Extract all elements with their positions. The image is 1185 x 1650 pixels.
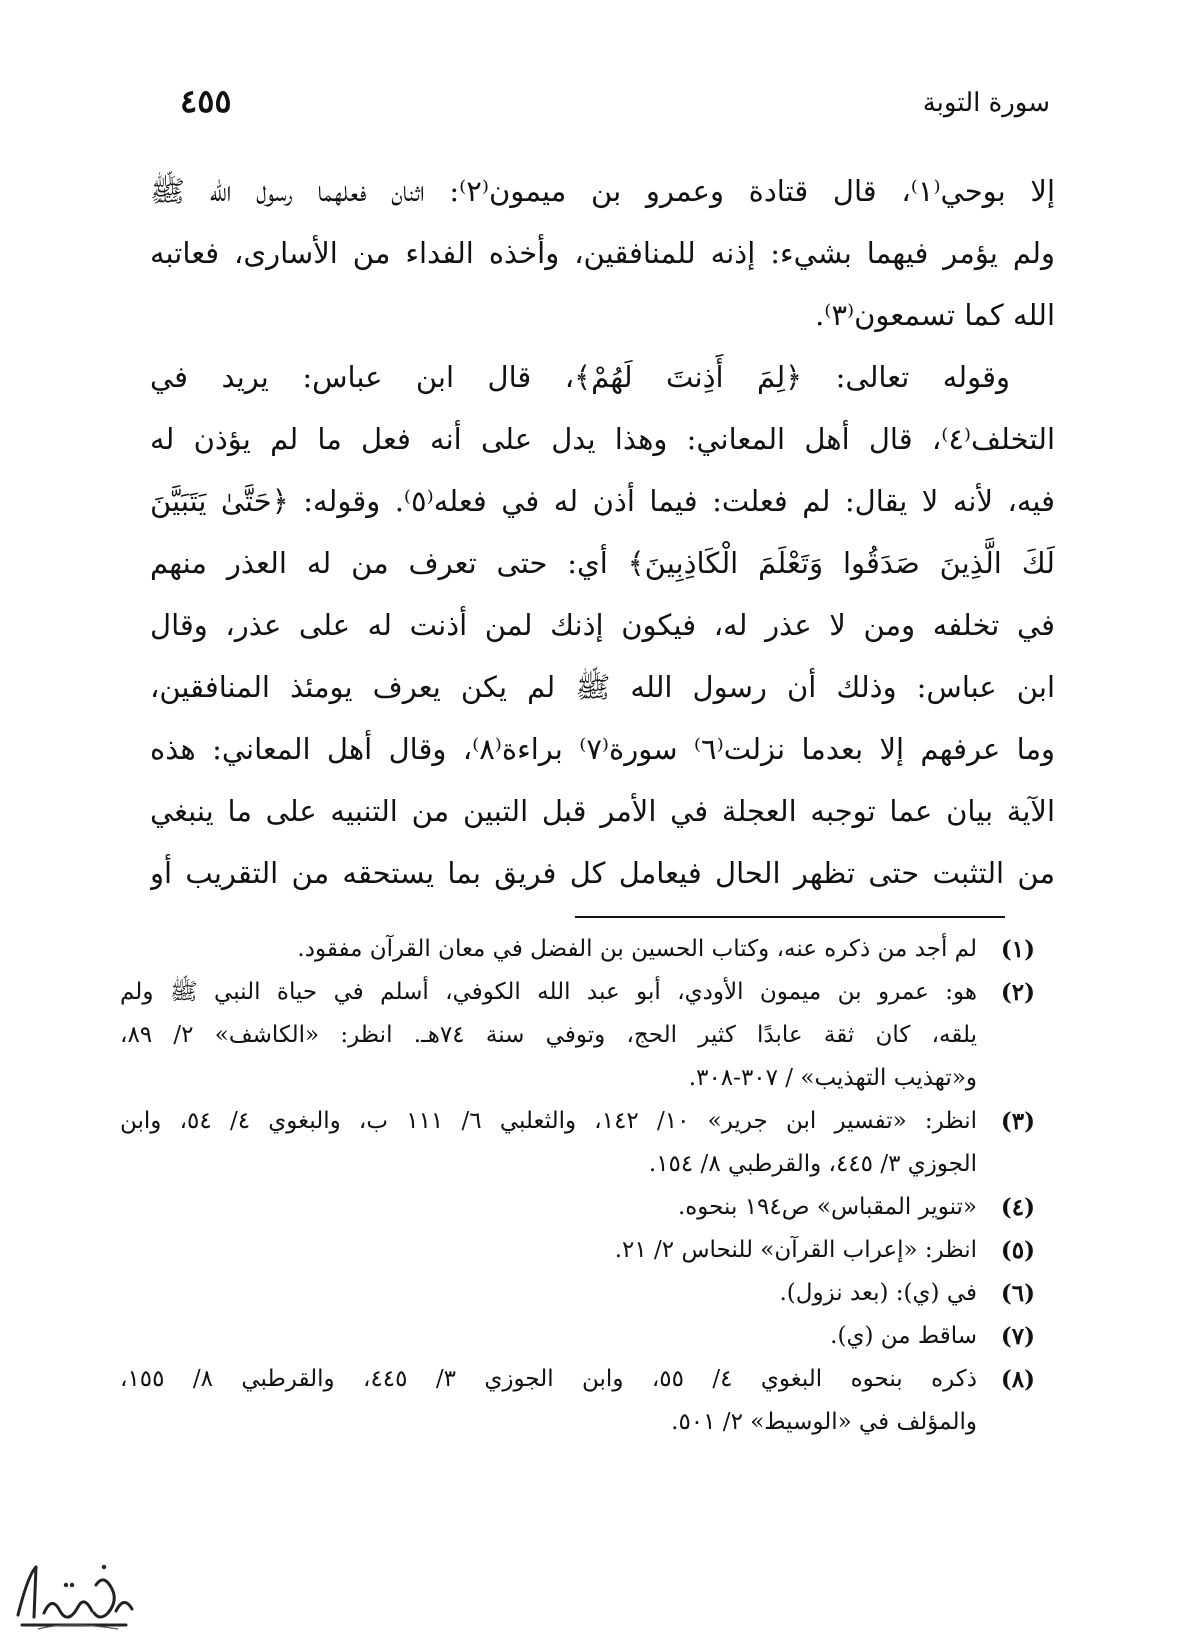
footnote-text [120, 971, 977, 1100]
footnote-divider [575, 916, 1005, 918]
main-text-line: ولم يؤمر فيهما بشيء: إذنه للمنافقين، وأخذه الفداء من الأسارى، فعاتبه [150, 236, 1055, 270]
main-text-line: لَكَ الَّذِينَ صَدَقُوا وَتَعْلَمَ الْكَاذِبِينَ﴾ أي: حتى تعرف من له العذر منهم [150, 546, 1055, 580]
main-text-line: وقوله تعالى: ﴿لِمَ أَذِنتَ لَهُمْ﴾، قال ابن عباس: يريد في [150, 360, 1010, 394]
main-text-line: من التثبت حتى تظهر الحال فيعامل كل فريق بما يستحقه من التقريب أو [150, 856, 1055, 890]
footnote-item [120, 1100, 1035, 1186]
page-number: ٤٥٥ [180, 82, 232, 120]
footnote-line: الجوزي ٣/ ٤٤٥، والقرطبي ٨/ ١٥٤. [648, 1151, 977, 1177]
main-text-line: الآية بيان عما توجبه العجلة في الأمر قبل التبين من التنبيه على ما ينبغي [150, 794, 1055, 828]
footnote-line: انظر: «تفسير ابن جرير» ١٠/ ١٤٢، والثعلبي ٦/ ١١١ ب، والبغوي ٤/ ٥٤، وابن [120, 1108, 977, 1134]
footnote-number: (٢) [1000, 979, 1035, 1006]
footnote-line: هو: عمرو بن ميمون الأودي، أبو عبد الله الكوفي، أسلم في حياة النبي ﷺ ولم [120, 979, 977, 1005]
footnotes [120, 928, 1035, 1444]
main-text-line: وما عرفهم إلا بعدما نزلت⁽٦⁾ سورة⁽٧⁾ براءة⁽٨⁾، وقال أهل المعاني: هذه [150, 732, 1055, 766]
footnote-number: (٧) [1000, 1323, 1035, 1350]
watermark-text [8, 1555, 138, 1635]
footnote-item [120, 1229, 1035, 1272]
page-header [180, 80, 1050, 130]
footnote-number: (٦) [1000, 1280, 1035, 1307]
footnote-line: يلقه، كان ثقة عابدًا كثير الحج، وتوفي سنة ٧٤هـ. انظر: «الكاشف» ٢/ ٨٩، [120, 1022, 977, 1048]
footnote-text [120, 1272, 977, 1315]
footnote-line: انظر: «إعراب القرآن» للنحاس ٢/ ٢١. [614, 1237, 977, 1263]
footnote-number: (٥) [1000, 1237, 1035, 1264]
main-text [150, 160, 1055, 904]
footnote-text [120, 1315, 977, 1358]
footnote-number: (١) [1000, 936, 1035, 963]
footnote-item [120, 928, 1035, 971]
footnote-line: لم أجد من ذكره عنه، وكتاب الحسين بن الفضل في معان القرآن مفقود. [297, 936, 977, 962]
footnote-number: (٤) [1000, 1194, 1035, 1221]
footnote-line: ذكره بنحوه البغوي ٤/ ٥٥، وابن الجوزي ٣/ ٤٤٥، والقرطبي ٨/ ١٥٥، [120, 1366, 977, 1392]
footnote-item [120, 1358, 1035, 1444]
footnote-text [120, 1229, 977, 1272]
footnote-text [120, 1358, 977, 1444]
main-text-line: التخلف⁽٤⁾، قال أهل المعاني: وهذا يدل على أنه فعل ما لم يؤذن له [150, 422, 1055, 456]
footnote-text [120, 928, 977, 971]
footnote-number: (٣) [1000, 1108, 1035, 1135]
main-text-line: في تخلفه ومن لا عذر له، فيكون إذنك لمن أذنت له على عذر، وقال [150, 608, 1055, 642]
surah-title: سورة التوبة [922, 88, 1050, 118]
footnote-number: (٨) [1000, 1366, 1035, 1393]
footnote-text [120, 1186, 977, 1229]
main-text-line: فيه، لأنه لا يقال: لم فعلت: فيما أذن له في فعله⁽٥⁾. وقوله: ﴿حَتَّىٰ يَتَبَيَّنَ [150, 484, 1055, 518]
footnote-line: «تنوير المقباس» ص١٩٤ بنحوه. [677, 1194, 977, 1220]
footnote-item [120, 1272, 1035, 1315]
footnote-item [120, 971, 1035, 1100]
footnote-item [120, 1186, 1035, 1229]
footnote-text [120, 1100, 977, 1186]
main-text-line: ابن عباس: وذلك أن رسول الله ﷺ لم يكن يعرف يومئذ المنافقين، [150, 670, 1055, 704]
footnote-line: ساقط من (ي). [830, 1323, 977, 1349]
main-text-line: إلا بوحي⁽١⁾، قال قتادة وعمرو بن ميمون⁽٢⁾: اثنان فعلهما رسول الله ﷺ [150, 174, 1055, 208]
footnote-line: و«تهذيب التهذيب» / ٣٠٧-٣٠٨. [688, 1065, 977, 1091]
footnote-line: في (ي): (بعد نزول). [779, 1280, 977, 1306]
footnote-item [120, 1315, 1035, 1358]
footnote-line: والمؤلف في «الوسيط» ٢/ ٥٠١. [671, 1409, 977, 1435]
calligraphy-logo-icon [8, 1555, 138, 1635]
main-text-line: الله كما تسمعون⁽٣⁾. [815, 298, 1055, 332]
